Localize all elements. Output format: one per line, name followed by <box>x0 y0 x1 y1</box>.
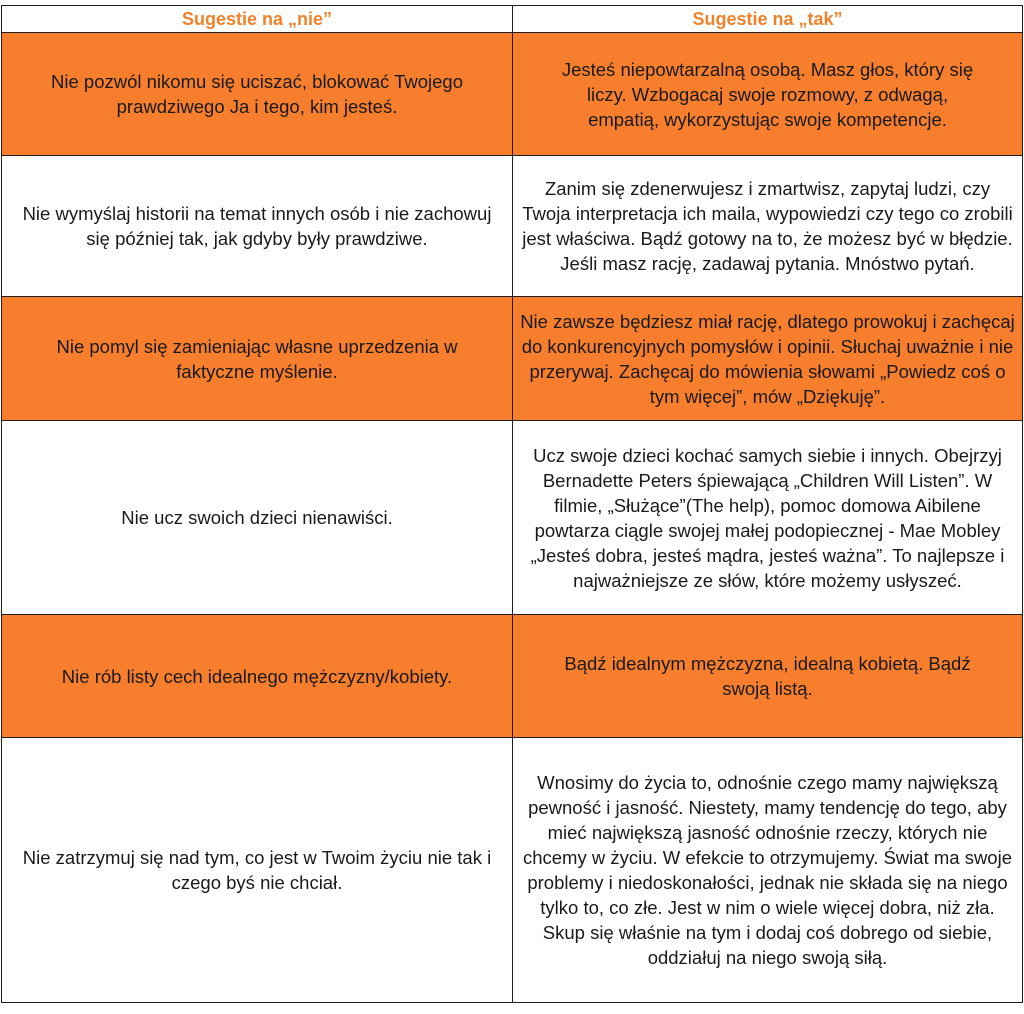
table-row <box>2 615 1023 738</box>
cell-tak <box>513 33 1023 156</box>
header-row <box>2 6 1023 33</box>
cell-nie <box>2 156 513 297</box>
table-row <box>2 156 1023 297</box>
header-tak: Sugestie na „tak” <box>513 6 1023 33</box>
cell-nie-text: Nie wymyślaj historii na temat innych osób i nie zachowuj się później tak, jak gdyby były prawdziwe. <box>22 203 492 249</box>
cell-tak-text: Ucz swoje dzieci kochać samych siebie i innych. Obejrzyj Bernadette Peters śpiewającą „Children Will Listen”. W filmie, „Służące”(The help), pomoc domowa Aibilene powtarza ciągle swojej małej podopiecznej - Mae Mobley „Jesteś dobra, jesteś mądra, jesteś ważna”. To najlepsze i najważniejsze ze słów, które możemy usłyszeć. <box>530 444 1005 591</box>
cell-tak-text: Jesteś niepowtarzalną osobą. Masz głos, który się liczy. Wzbogacaj swoje rozmowy, z odwagą, empatią, wykorzystując swoje kompetencje. <box>561 58 974 130</box>
cell-tak <box>513 615 1023 738</box>
cell-tak-text: Wnosimy do życia to, odnośnie czego mamy największą pewność i jasność. Niestety, mamy tendencję do tego, aby mieć największą jasność odnośnie rzeczy, których nie chcemy w życiu. W efekcie to otrzymujemy. Świat ma swoje problemy i niedoskonałości, jednak nie składa się na niego tylko to, co złe. Jest w nim o wiele więcej dobra, niż zła. Skup się właśnie na tym i dodaj coś dobrego od siebie, oddziałuj na niego swoją siłą. <box>522 772 1012 968</box>
cell-nie-text: Nie ucz swoich dzieci nienawiści. <box>121 507 393 528</box>
cell-nie-text: Nie rób listy cech idealnego mężczyzny/kobiety. <box>61 665 453 687</box>
table-row <box>2 738 1023 1003</box>
cell-nie <box>2 421 513 615</box>
cell-nie-text: Nie zatrzymuj się nad tym, co jest w Twoim życiu nie tak i czego byś nie chciał. <box>22 847 492 893</box>
cell-tak <box>513 738 1023 1003</box>
cell-tak-text: Bądź idealnym mężczyzna, idealną kobietą. Bądź swoją listą. <box>564 653 971 699</box>
cell-tak-text: Nie zawsze będziesz miał rację, dlatego prowokuj i zachęcaj do konkurencyjnych pomysłów i opinii. Słuchaj uważnie i nie przerywaj. Zachęcaj do mówienia słowami „Powiedz coś o tym więcej”, mów „Dziękuję”. <box>520 310 1015 407</box>
cell-tak <box>513 156 1023 297</box>
cell-nie-text: Nie pomyl się zamieniając własne uprzedzenia w faktyczne myślenie. <box>56 335 458 382</box>
cell-nie <box>2 738 513 1003</box>
cell-tak <box>513 297 1023 421</box>
table-row <box>2 33 1023 156</box>
cell-nie <box>2 33 513 156</box>
cell-tak-text: Zanim się zdenerwujesz i zmartwisz, zapytaj ludzi, czy Twoja interpretacja ich maila, wypowiedzi czy tego co zrobili jest właściwa. Bądź gotowy na to, że możesz być w błędzie. Jeśli masz rację, zadawaj pytania. Mnóstwo pytań. <box>522 178 1013 274</box>
table-row <box>2 297 1023 421</box>
header-nie: Sugestie na „nie” <box>2 6 513 33</box>
cell-nie-text: Nie pozwól nikomu się uciszać, blokować Twojego prawdziwego Ja i tego, kim jesteś. <box>51 71 463 117</box>
cell-nie <box>2 615 513 738</box>
cell-nie <box>2 297 513 421</box>
cell-tak <box>513 421 1023 615</box>
table-row <box>2 421 1023 615</box>
suggestions-table <box>1 5 1023 1003</box>
